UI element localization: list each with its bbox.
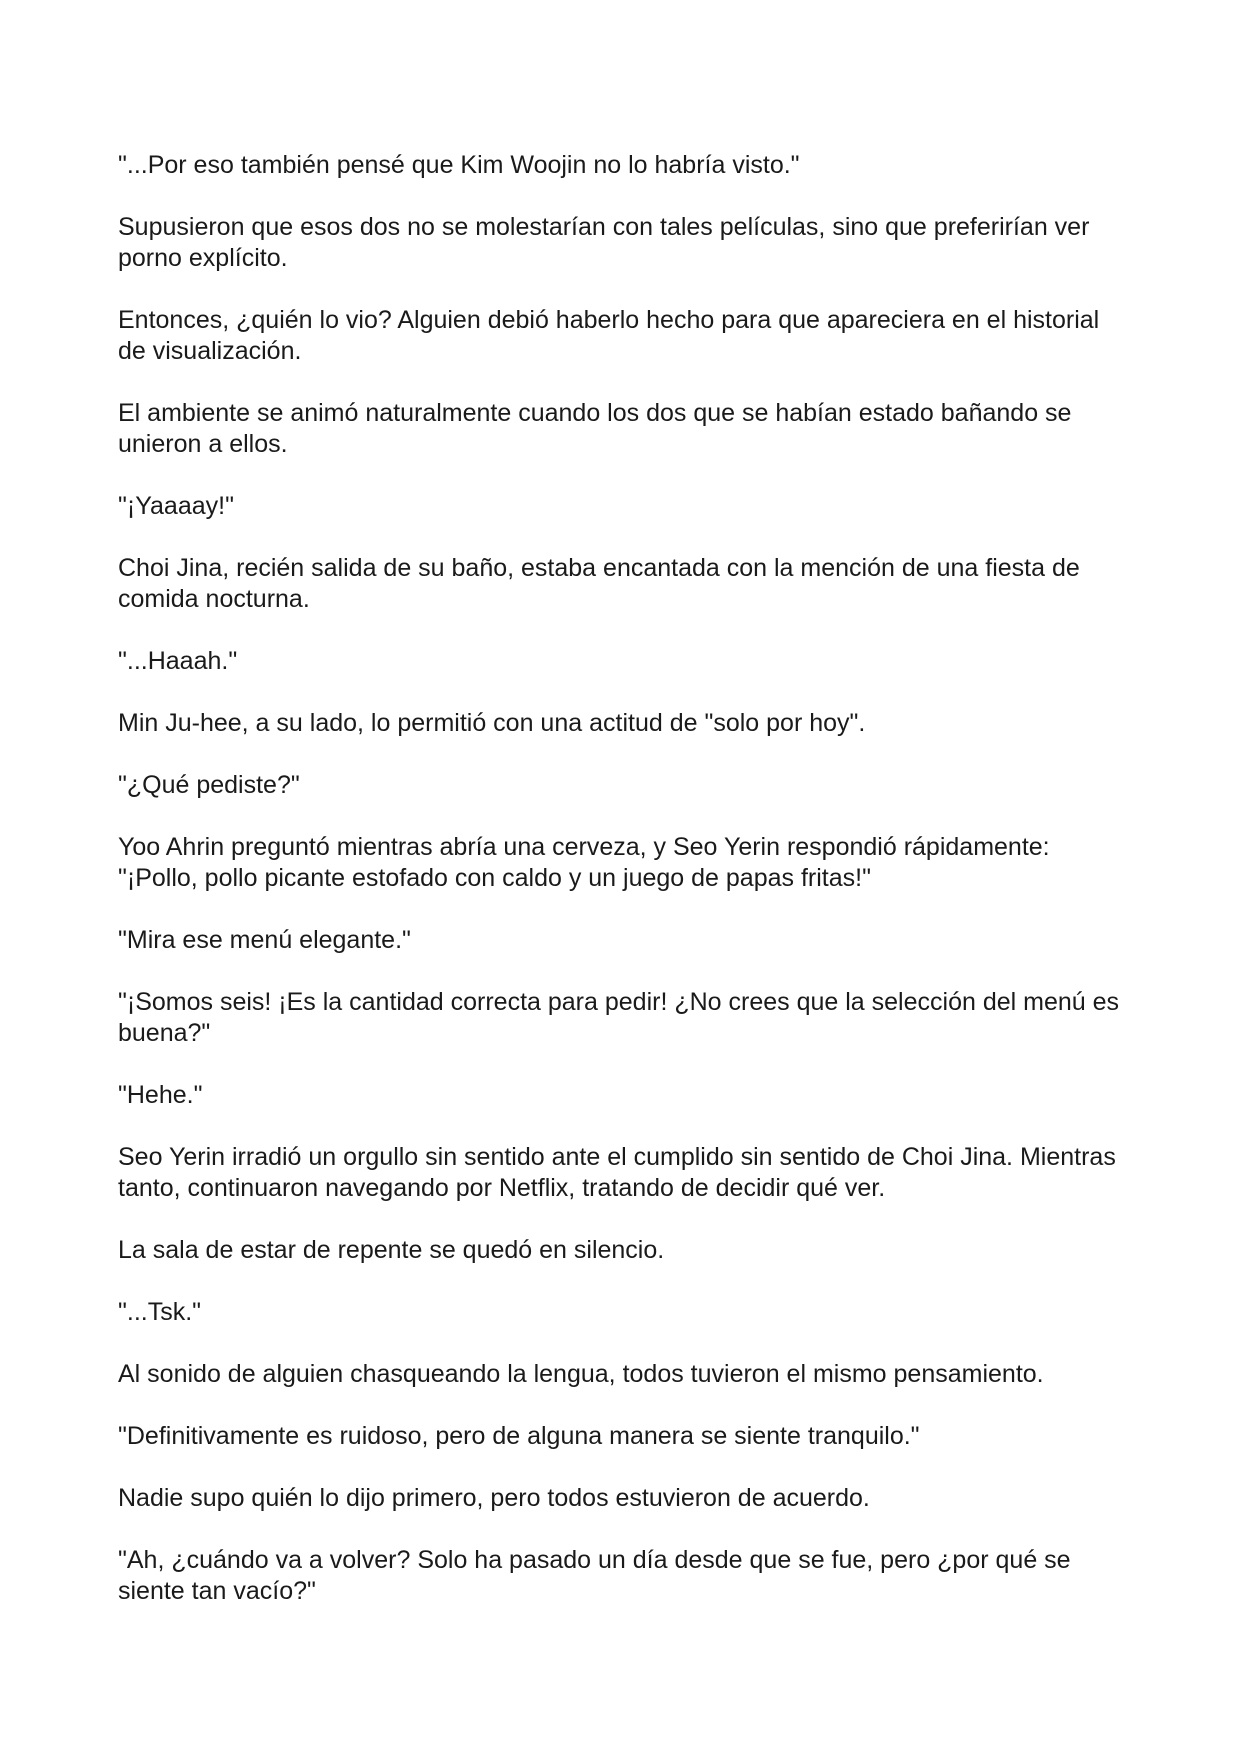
paragraph-3: Entonces, ¿quién lo vio? Alguien debió haberlo hecho para que apareciera en el historial de visualización.: [118, 306, 1100, 365]
paragraph-4: El ambiente se animó naturalmente cuando los dos que se habían estado bañando se unieron a ellos.: [118, 399, 1072, 458]
paragraph-17: Al sonido de alguien chasqueando la lengua, todos tuvieron el mismo pensamiento.: [118, 1360, 1044, 1388]
paragraph-1: "...Por eso también pensé que Kim Woojin no lo habría visto.": [118, 151, 800, 179]
paragraph-8: Min Ju-hee, a su lado, lo permitió con una actitud de "solo por hoy".: [118, 709, 866, 737]
paragraph-11: "Mira ese menú elegante.": [118, 926, 411, 954]
paragraph-10: Yoo Ahrin preguntó mientras abría una cerveza, y Seo Yerin respondió rápidamente: "¡Pollo, pollo picante estofado con caldo y un juego de papas fritas!": [118, 833, 1050, 892]
paragraph-15: La sala de estar de repente se quedó en silencio.: [118, 1236, 665, 1264]
paragraph-2: Supusieron que esos dos no se molestarían con tales películas, sino que preferirían ver porno explícito.: [118, 213, 1090, 272]
paragraph-16: "...Tsk.": [118, 1298, 202, 1326]
paragraph-19: Nadie supo quién lo dijo primero, pero todos estuvieron de acuerdo.: [118, 1484, 870, 1512]
paragraph-20: "Ah, ¿cuándo va a volver? Solo ha pasado un día desde que se fue, pero ¿por qué se siente tan vacío?": [118, 1546, 1071, 1605]
paragraph-12: "¡Somos seis! ¡Es la cantidad correcta para pedir! ¿No crees que la selección del menú es buena?": [118, 988, 1120, 1047]
paragraph-9: "¿Qué pediste?": [118, 771, 300, 799]
paragraph-14: Seo Yerin irradió un orgullo sin sentido ante el cumplido sin sentido de Choi Jina. Mientras tanto, continuaron navegando por Netflix, tratando de decidir qué ver.: [118, 1143, 1116, 1202]
paragraph-6: Choi Jina, recién salida de su baño, estaba encantada con la mención de una fiesta de comida nocturna.: [118, 554, 1080, 613]
paragraph-13: "Hehe.": [118, 1081, 203, 1109]
paragraph-7: "...Haaah.": [118, 647, 238, 675]
document-body: [118, 150, 1128, 1638]
paragraph-18: "Definitivamente es ruidoso, pero de alguna manera se siente tranquilo.": [118, 1422, 920, 1450]
paragraph-5: "¡Yaaaay!": [118, 492, 234, 520]
